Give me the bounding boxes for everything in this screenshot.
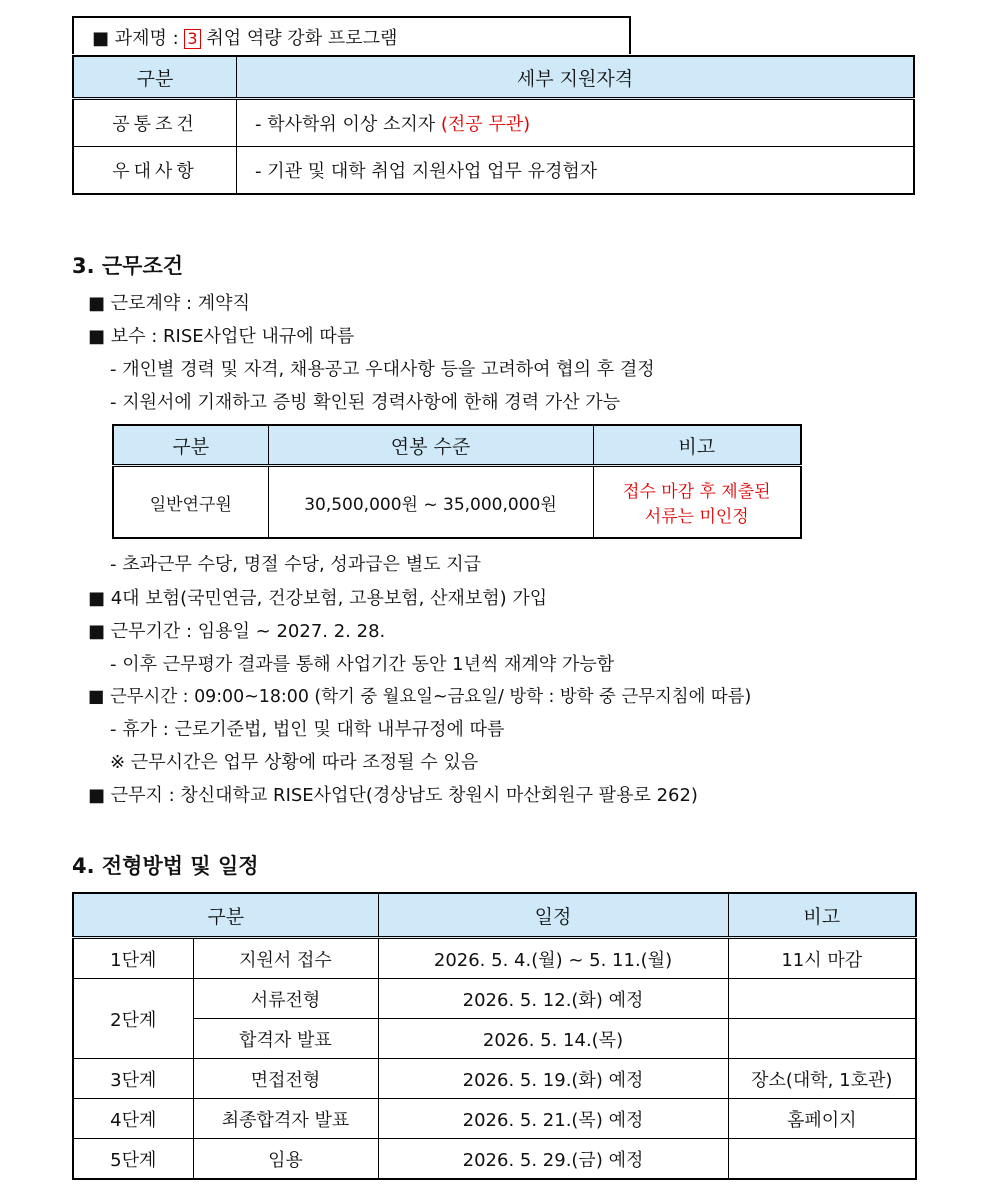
row-detail: - 기관 및 대학 취업 지원사업 업무 유경험자	[237, 147, 915, 195]
step: 최종합격자 발표	[193, 1099, 378, 1139]
condition-line: ■ 보수 : RISE사업단 내규에 따름	[88, 326, 355, 347]
condition-line: ■ 근무지 : 창신대학교 RISE사업단(경상남도 창원시 마산회원구 팔용로 262)	[88, 785, 698, 806]
header-salary: 연봉 수준	[268, 425, 593, 466]
date: 2026. 5. 4.(월) ~ 5. 11.(월)	[378, 938, 728, 979]
header-note: 비고	[593, 425, 801, 466]
table-header-row	[73, 893, 916, 938]
salary-note	[593, 466, 801, 539]
salary-table	[112, 424, 802, 539]
date: 2026. 5. 19.(화) 예정	[378, 1059, 728, 1099]
qualifications-table	[72, 55, 915, 195]
header-date: 일정	[378, 893, 728, 938]
date: 2026. 5. 29.(금) 예정	[378, 1139, 728, 1180]
note	[728, 979, 916, 1019]
note: 홈페이지	[728, 1099, 916, 1139]
note: 장소(대학, 1호관)	[728, 1059, 916, 1099]
salary-range: 30,500,000원 ~ 35,000,000원	[268, 466, 593, 539]
step: 면접전형	[193, 1059, 378, 1099]
note: 11시 마감	[728, 938, 916, 979]
header-category: 구분	[113, 425, 268, 466]
table-row	[73, 147, 914, 195]
condition-subline: - 초과근무 수당, 명절 수당, 성과급은 별도 지급	[110, 554, 481, 575]
task-title	[92, 24, 397, 50]
condition-subline: - 휴가 : 근로기준법, 법인 및 대학 내부규정에 따름	[110, 719, 505, 740]
task-name: 취업 역량 강화 프로그램	[200, 28, 398, 49]
row-highlight: (전공 무관)	[440, 114, 531, 135]
date: 2026. 5. 12.(화) 예정	[378, 979, 728, 1019]
date: 2026. 5. 21.(목) 예정	[378, 1099, 728, 1139]
table-row	[73, 1059, 916, 1099]
condition-subline: - 개인별 경력 및 자격, 채용공고 우대사항 등을 고려하여 협의 후 결정	[110, 359, 655, 380]
row-label: 공통조건	[73, 99, 237, 147]
table-row	[73, 1099, 916, 1139]
condition-line: ■ 근무기간 : 임용일 ~ 2027. 2. 28.	[88, 621, 386, 642]
condition-subline: - 지원서에 기재하고 증빙 확인된 경력사항에 한해 경력 가산 가능	[110, 392, 621, 413]
table-header-row	[73, 56, 914, 99]
condition-line: ■ 근로계약 : 계약직	[88, 293, 250, 314]
header-detail: 세부 지원자격	[237, 56, 915, 99]
note	[728, 1019, 916, 1059]
date: 2026. 5. 14.(목)	[378, 1019, 728, 1059]
condition-line: ■ 근무시간 : 09:00~18:00 (학기 중 월요일~금요일/ 방학 : 방학 중 근무지침에 따름)	[88, 687, 752, 707]
stage: 2단계	[73, 979, 193, 1059]
table-row	[73, 979, 916, 1019]
header-note: 비고	[728, 893, 916, 938]
table-header-row	[113, 425, 801, 466]
step: 지원서 접수	[193, 938, 378, 979]
stage: 4단계	[73, 1099, 193, 1139]
task-title-box	[72, 16, 631, 54]
table-row	[73, 938, 916, 979]
note-line: 서류는 미인정	[644, 507, 749, 527]
schedule-table	[72, 892, 917, 1180]
step: 서류전형	[193, 979, 378, 1019]
position-type: 일반연구원	[113, 466, 268, 539]
step: 합격자 발표	[193, 1019, 378, 1059]
header-category: 구분	[73, 56, 237, 99]
table-row	[113, 466, 801, 539]
section-3-title: 3. 근무조건	[72, 254, 184, 278]
stage: 5단계	[73, 1139, 193, 1180]
table-row	[73, 99, 914, 147]
row-text: - 학사학위 이상 소지자	[255, 114, 441, 135]
note	[728, 1139, 916, 1180]
header-category: 구분	[73, 893, 378, 938]
stage: 3단계	[73, 1059, 193, 1099]
stage: 1단계	[73, 938, 193, 979]
table-row	[73, 1139, 916, 1180]
note-line: 접수 마감 후 제출된	[622, 482, 771, 502]
table-row	[73, 1019, 916, 1059]
condition-subline: - 이후 근무평가 결과를 통해 사업기간 동안 1년씩 재계약 가능함	[110, 654, 615, 675]
condition-note: ※ 근무시간은 업무 상황에 따라 조정될 수 있음	[110, 752, 479, 773]
row-detail	[237, 99, 915, 147]
condition-line: ■ 4대 보험(국민연금, 건강보험, 고용보험, 산재보험) 가입	[88, 588, 548, 609]
row-label: 우대사항	[73, 147, 237, 195]
step: 임용	[193, 1139, 378, 1180]
section-4-title: 4. 전형방법 및 일정	[72, 854, 259, 878]
task-number-badge: 3	[184, 29, 200, 49]
task-prefix: ■ 과제명 :	[92, 28, 185, 49]
